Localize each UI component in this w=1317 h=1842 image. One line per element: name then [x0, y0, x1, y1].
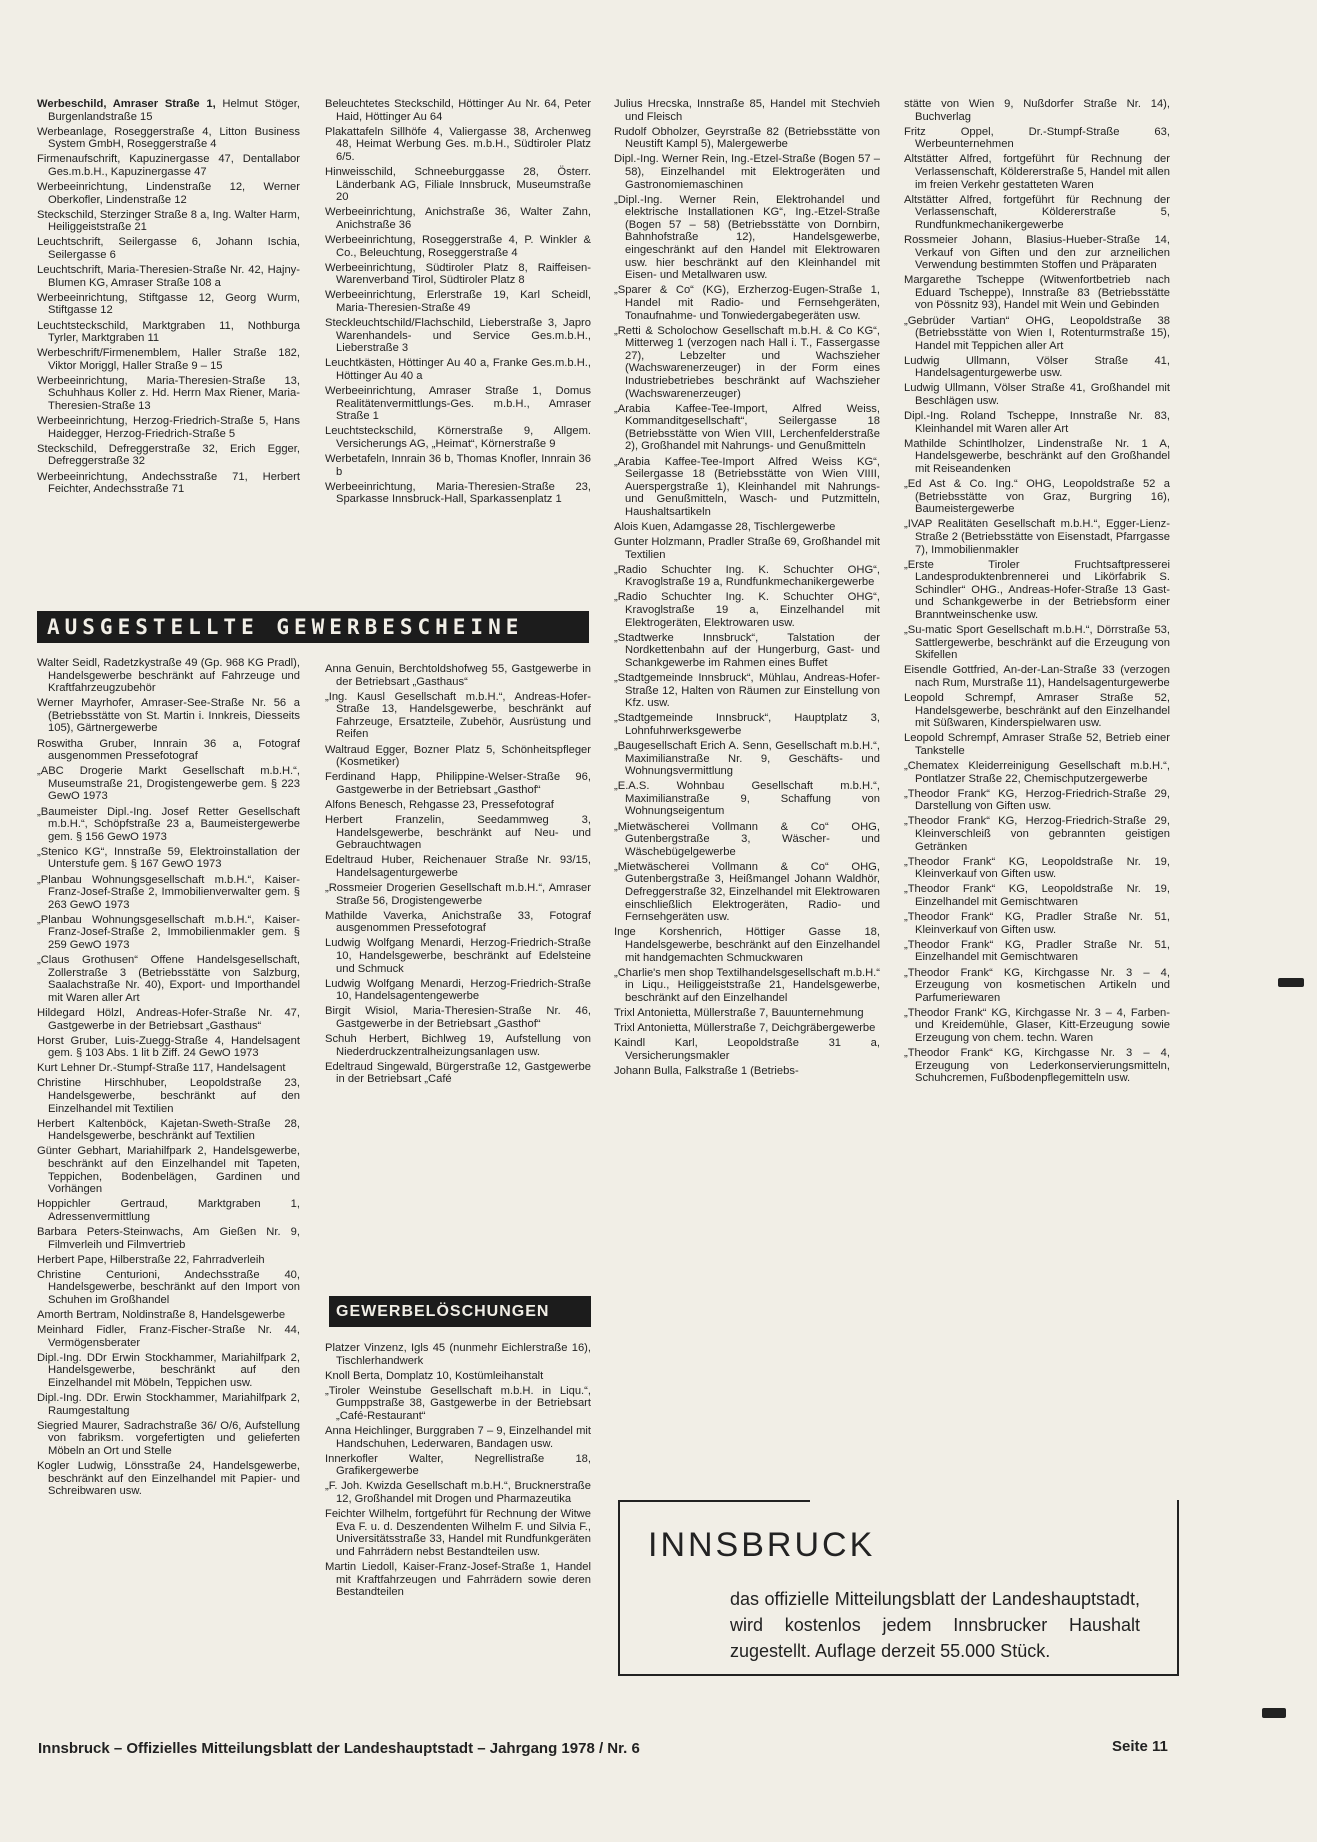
listing-entry-text: Anna Genuin, Berchtoldshofweg 55, Gastgewerbe in der Betriebsart „Gasthaus“ [325, 663, 591, 688]
listing-entry-text: „Rossmeier Drogerien Gesellschaft m.b.H.“, Amraser Straße 56, Drogistengewerbe [325, 882, 591, 907]
listing-entry-text: Waltraud Egger, Bozner Platz 5, Schönheitspfleger (Kosmetiker) [325, 743, 591, 769]
listing-entry-text: Platzer Vinzenz, Igls 45 (nunmehr Eichlerstraße 16), Tischlerhandwerk [325, 1342, 591, 1367]
listing-entry-text: Werbeschrift/Firmenemblem, Haller Straße 182, Viktor Moriggl, Haller Straße 9 – 15 [37, 347, 300, 372]
listing-entry [614, 712, 880, 737]
listing-entry-text: Werbeeinrichtung, Maria-Theresien-Straße 13, Schuhhaus Koller z. Hd. Herrn Max Riener, Maria-Theresien-Straße 13 [37, 374, 300, 413]
listing-entry [325, 1370, 591, 1383]
listing-entry [614, 98, 880, 123]
listing-entry [37, 1062, 300, 1075]
listing-entry [37, 181, 300, 206]
listing-entry [904, 355, 1170, 380]
listing-entry-text: „Radio Schuchter Ing. K. Schuchter OHG“, Kravoglstraße 19 a, Einzelhandel mit Elektrogeräten, Elektrowaren usw. [614, 591, 880, 629]
promo-title: INNSBRUCK [648, 1526, 876, 1564]
listing-entry [325, 854, 591, 879]
listing-entry-text: Horst Gruber, Luis-Zuegg-Straße 4, Handelsagent gem. § 103 Abs. 1 lit b Ziff. 24 GewO 1973 [37, 1034, 300, 1060]
listing-entry [325, 663, 591, 688]
listing-entry-text: Johann Bulla, Falkstraße 1 (Betriebs- [614, 1064, 799, 1077]
listing-entry-text: Werbeeinrichtung, Anichstraße 36, Walter Zahn, Anichstraße 36 [325, 206, 591, 231]
listing-entry [614, 861, 880, 924]
listing-entry [904, 153, 1170, 191]
listing-entry-text: Werbeeinrichtung, Amraser Straße 1, Domus Realitätenvermittlungs-Ges. m.b.H., Amraser Straße 1 [325, 384, 591, 423]
listing-entry-text: „Stadtgemeinde Innsbruck“, Hauptplatz 3, Lohnfuhrwerksgewerbe [614, 712, 880, 737]
listing-entry [37, 1007, 300, 1032]
listing-entry [325, 262, 591, 287]
listing-entry [325, 1508, 591, 1558]
listing-entry [325, 1342, 591, 1367]
section-title-deleted: GEWERBELÖSCHUNGEN [329, 1296, 591, 1327]
listing-entry-text: Plakattafeln Sillhöfe 4, Valiergasse 38, Archenweg 48, Heimat Werbung Ges. m.b.H., Südtiroler Platz 6/5. [325, 125, 591, 163]
listing-entry [37, 264, 300, 289]
listing-entry [37, 1352, 300, 1390]
listing-entry-text: Edeltraud Singewald, Bürgerstraße 12, Gastgewerbe in der Betriebsart „Café [325, 1060, 591, 1086]
listing-entry [614, 456, 880, 519]
listing-entry [614, 672, 880, 710]
listing-entry-text: Leuchtsteckschild, Körnerstraße 9, Allgem. Versicherungs AG, „Heimat“, Körnerstraße 9 [325, 425, 591, 450]
listing-entry-text: Mathilde Vaverka, Anichstraße 33, Fotograf ausgenommen Pressefotograf [325, 909, 591, 935]
listing-entry [37, 1254, 300, 1267]
listing-entry-text: Ferdinand Happ, Philippine-Welser-Straße 96, Gastgewerbe in der Betriebsart „Gasthof“ [325, 771, 591, 796]
listing-entry [325, 978, 591, 1003]
listing-entry-text: „Mietwäscherei Vollmann & Co“ OHG, Gutenbergstraße 3, Heißmangel Johann Waldhör, Defreggerstraße 32, Einzelhandel mit Elektrowaren einschließlich Elektrogeräten, Radio- und Fernsehgeräten usw. [614, 860, 880, 924]
listing-entry-text: Hildegard Hölzl, Andreas-Hofer-Straße Nr. 47, Gastgewerbe in der Betriebsart „Gasthaus“ [37, 1006, 300, 1032]
listing-entry [37, 443, 300, 468]
listing-entry [904, 939, 1170, 964]
listing-entry-text: Dipl.-Ing. Werner Rein, Ing.-Etzel-Straße (Bogen 57 – 58), Einzelhandel mit Elektrogeräten und Gastronomiemaschinen [614, 153, 880, 191]
listing-entry-text: Dipl.-Ing. Roland Tscheppe, Innstraße Nr. 83, Kleinhandel mit Waren aller Art [904, 410, 1170, 435]
listing-entry [325, 1385, 591, 1423]
listing-entry [37, 1460, 300, 1498]
listing-entry [614, 521, 880, 534]
listing-entry-text: Altstätter Alfred, fortgeführt für Rechnung der Verlassenschaft, Köldererstraße 5, Handel mit allen im freien Verkehr gestatteten Waren [904, 153, 1170, 191]
listing-entry-text: Steckschild, Defreggerstraße 32, Erich Egger, Defreggerstraße 32 [37, 442, 300, 468]
listing-entry [325, 385, 591, 423]
listing-entry [37, 1269, 300, 1307]
listing-entry-text: Hoppichler Gertraud, Marktgraben 1, Adressenvermittlung [37, 1198, 300, 1223]
listing-entry-text: Mathilde Schintlholzer, Lindenstraße Nr. 1 A, Handelsgewerbe, beschränkt auf den Großhandel mit Reiseandenken [904, 437, 1170, 476]
listing-entry-text: „Arabia Kaffee-Tee-Import Alfred Weiss KG“, Seilergasse 18 (Betriebsstätte von Wien VIIII, Auerspergstraße 1), Kleinhandel mit Nahrungs- und Genußmitteln, Wasch- und Putzmitteln, Haushaltsartikeln [614, 455, 880, 518]
listing-entry [325, 234, 591, 259]
column-1-bottom [37, 657, 300, 1500]
listing-entry-text: „Claus Grothusen“ Offene Handelsgesellschaft, Zollerstraße 3 (Betriebsstätte von Salzburg, Saalachstraße Nr. 40), Export- und Importhandel mit Waren aller Art [37, 954, 300, 1004]
listing-entry-text: Leuchtschrift, Seilergasse 6, Johann Ischia, Seilergasse 6 [37, 236, 300, 262]
listing-entry-text: Eisendle Gottfried, An-der-Lan-Straße 33 (verzogen nach Rum, Murstraße 11), Handelsagenturgewerbe [904, 664, 1170, 690]
listing-entry [325, 425, 591, 450]
listing-entry-text: Beleuchtetes Steckschild, Höttinger Au Nr. 64, Peter Haid, Höttinger Au 64 [325, 98, 591, 123]
listing-entry-text: „Su-matic Sport Gesellschaft m.b.H.“, Dörrstraße 53, Sattlergewerbe, beschränkt auf die Erzeugung von Skifellen [904, 624, 1170, 662]
listing-entry [37, 1226, 300, 1251]
listing-entry [37, 765, 300, 803]
listing-entry [904, 1007, 1170, 1045]
listing-entry [37, 153, 300, 178]
listing-entry [325, 357, 591, 382]
listing-entry [37, 954, 300, 1004]
listing-entry-text: „Planbau Wohnungsgesellschaft m.b.H.“, Kaiser-Franz-Josef-Straße 2, Immobilienverwalter gem. § 263 GewO 1973 [37, 873, 300, 911]
listing-entry [37, 1077, 300, 1115]
listing-entry [325, 771, 591, 796]
listing-entry [904, 664, 1170, 689]
listing-entry [37, 846, 300, 871]
listing-entry-text: Amorth Bertram, Noldinstraße 8, Handelsgewerbe [37, 1309, 286, 1321]
listing-entry [325, 453, 591, 478]
listing-entry [904, 732, 1170, 757]
listing-entry-text: Werbeeinrichtung, Stiftgasse 12, Georg Wurm, Stiftgasse 12 [37, 291, 300, 317]
listing-entry-text: „Tiroler Weinstube Gesellschaft m.b.H. in Liqu.“, Gumppstraße 38, Gastgewerbe in der Betriebsart „Café-Restaurant“ [325, 1384, 591, 1422]
listing-entry-text: Christine Hirschhuber, Leopoldstraße 23, Handelsgewerbe, beschränkt auf den Einzelhandel mit Textilien [37, 1077, 300, 1115]
listing-entry-text: „Theodor Frank“ KG, Herzog-Friedrich-Straße 29, Kleinverschleiß von gebrannten geistigen Getränken [904, 815, 1170, 853]
listing-entry [904, 1047, 1170, 1085]
listing-entry-text: Christine Centurioni, Andechsstraße 40, Handelsgewerbe, beschränkt auf den Import von Schuhen im Großhandel [37, 1268, 300, 1306]
listing-entry [37, 1145, 300, 1195]
listing-entry-text: Siegried Maurer, Sadrachstraße 36/ O/6, Aufstellung von fabriksm. vorgefertigten und gelieferten Möbeln an Ort und Stelle [37, 1419, 300, 1457]
listing-entry [325, 289, 591, 314]
listing-entry [37, 1420, 300, 1458]
listing-entry [904, 559, 1170, 622]
listing-entry [904, 624, 1170, 662]
listing-entry [904, 967, 1170, 1005]
listing-entry-text: Werbeeinrichtung, Maria-Theresien-Straße 23, Sparkasse Innsbruck-Hall, Sparkassenplatz 1 [325, 480, 591, 506]
listing-entry-text: Steckleuchtschild/Flachschild, Lieberstraße 3, Japro Warenhandels- und Service Ges.m.b.H., Lieberstraße 3 [325, 317, 591, 355]
footer-page-number: Seite 11 [1112, 1738, 1168, 1755]
listing-entry-text: Martin Liedoll, Kaiser-Franz-Josef-Straße 1, Handel mit Kraftfahrzeugen und Fahrrädern sowie deren Bestandteilen [325, 1561, 591, 1599]
listing-entry-text: „Gebrüder Vartian“ OHG, Leopoldstraße 38 (Betriebsstätte von Wien I, Rotenturmstraße 15), Handel mit Teppichen aller Art [904, 314, 1170, 352]
listing-entry [904, 883, 1170, 908]
listing-entry-text: Hinweisschild, Schneeburggasse 28, Österr. Länderbank AG, Filiale Innsbruck, Museumstraße 20 [325, 165, 591, 204]
listing-entry [37, 806, 300, 844]
listing-entry [614, 536, 880, 561]
listing-entry-text: Ludwig Ullmann, Völser Straße 41, Handelsagenturgewerbe usw. [904, 354, 1170, 380]
listing-entry-text: Feichter Wilhelm, fortgeführt für Rechnung der Witwe Eva F. u. d. Deszendenten Wilhelm F. und Silvia F., Universitätsstraße 33, Handel mit Rundfunkgeräten und Fahrrädern nebst Bestandteilen usw. [325, 1508, 591, 1558]
punch-mark [1278, 978, 1304, 987]
listing-entry-text: Werbetafeln, Innrain 36 b, Thomas Knofler, Innrain 36 b [325, 452, 591, 478]
listing-entry-text: „IVAP Realitäten Gesellschaft m.b.H.“, Egger-Lienz-Straße 2 (Betriebsstätte von Eisenstadt, Pfarrgasse 7), Immobilienmakler [904, 518, 1170, 556]
listing-entry [614, 194, 880, 282]
listing-entry-text: Schuh Herbert, Bichlweg 19, Aufstellung von Niederdruckzentralheizungsanlagen usw. [325, 1033, 591, 1058]
listing-entry [904, 438, 1170, 476]
listing-entry-text: Leuchtsteckschild, Marktgraben 11, Nothburga Tyrler, Marktgraben 11 [37, 319, 300, 345]
listing-entry [904, 126, 1170, 151]
listing-entry [904, 478, 1170, 516]
listing-entry [325, 1033, 591, 1058]
listing-entry [325, 1005, 591, 1030]
listing-entry-text: Trixl Antonietta, Müllerstraße 7, Deichgräbergewerbe [614, 1021, 876, 1034]
listing-entry [614, 740, 880, 778]
listing-entry-text: Werner Mayrhofer, Amraser-See-Straße Nr. 56 a (Betriebsstätte von St. Martin i. Innkreis, Diesseits 105), Gärtnergewerbe [37, 697, 300, 735]
listing-entry-text: Kogler Ludwig, Lönsstraße 24, Handelsgewerbe, beschränkt auf den Einzelhandel mit Papier- und Schreibwaren usw. [37, 1460, 300, 1498]
listing-entry [325, 799, 591, 812]
listing-entry-text: Gunter Holzmann, Pradler Straße 69, Großhandel mit Textilien [614, 536, 880, 561]
listing-entry-text: Rossmeier Johann, Blasius-Hueber-Straße 14, Verkauf von Giften und den zur arzneilichen Verwendung bestimmten Stoffen und Präparaten [904, 233, 1170, 272]
listing-entry-text: „Theodor Frank“ KG, Herzog-Friedrich-Straße 29, Darstellung von Giften usw. [904, 787, 1170, 813]
listing-entry [37, 874, 300, 912]
listing-entry [904, 274, 1170, 312]
listing-entry-text: Barbara Peters-Steinwachs, Am Gießen Nr. 9, Filmverleih und Filmvertrieb [37, 1225, 300, 1251]
listing-entry [904, 234, 1170, 272]
listing-entry-text: „Mietwäscherei Vollmann & Co“ OHG, Gutenbergstraße 3, Wäscher- und Wäschebügelgewerbe [614, 820, 880, 858]
listing-entry [614, 126, 880, 151]
listing-entry-text: Walter Seidl, Radetzkystraße 49 (Gp. 968 KG Pradl), Handelsgewerbe beschränkt auf Fahrzeuge und Kraftfahrzeugzubehör [37, 657, 300, 695]
listing-entry-text: „Theodor Frank“ KG, Kirchgasse Nr. 3 – 4, Farben- und Kreidemühle, Glaser, Kitt-Erzeugung sowie Erzeugung von chem. techn. Waren [904, 1006, 1170, 1044]
column-2-deleted [325, 1342, 591, 1601]
listing-entry-text: „Ed Ast & Co. Ing.“ OHG, Leopoldstraße 52 a (Betriebsstätte von Graz, Burgring 16), Baumeistergewerbe [904, 478, 1170, 516]
listing-entry [614, 632, 880, 670]
listing-entry [325, 206, 591, 231]
listing-entry-text: „Theodor Frank“ KG, Pradler Straße Nr. 51, Kleinverkauf von Giften usw. [904, 911, 1170, 936]
section-title-issued: AUSGESTELLTE GEWERBESCHEINE [37, 611, 589, 643]
listing-entry [37, 1118, 300, 1143]
listing-entry-text: Werbeeinrichtung, Andechsstraße 71, Herbert Feichter, Andechsstraße 71 [37, 470, 300, 496]
listing-entry [37, 236, 300, 261]
listing-entry [325, 1561, 591, 1599]
listing-entry [37, 375, 300, 413]
listing-entry [325, 166, 591, 204]
listing-entry-text: Werbeeinrichtung, Roseggerstraße 4, P. Winkler & Co., Beleuchtung, Roseggerstraße 4 [325, 233, 591, 259]
listing-entry [37, 1198, 300, 1223]
listing-entry [37, 738, 300, 763]
listing-entry-text: Anna Heichlinger, Burggraben 7 – 9, Einzelhandel mit Handschuhen, Lederwaren, Bandagen usw. [325, 1425, 591, 1450]
listing-entry [37, 697, 300, 735]
listing-entry-text: Dipl.-Ing. DDr Erwin Stockhammer, Mariahilfpark 2, Handelsgewerbe, beschränkt auf den Einzelhandel mit Möbeln, Teppichen usw. [37, 1351, 300, 1389]
listing-entry-text: Ludwig Ullmann, Völser Straße 41, Großhandel mit Beschlägen usw. [904, 382, 1170, 408]
listing-entry-text: „Baumeister Dipl.-Ing. Josef Retter Gesellschaft m.b.H.“, Schöpfstraße 23 a, Baumeistergewerbe gem. § 156 GewO 1973 [37, 805, 300, 843]
listing-entry-text: Ludwig Wolfgang Menardi, Herzog-Friedrich-Straße 10, Handelsgewerbe, beschränkt auf Edelsteine und Schmuck [325, 937, 591, 975]
listing-entry [37, 1392, 300, 1417]
listing-entry [37, 471, 300, 496]
listing-entry [325, 1453, 591, 1478]
listing-entry-text: „Planbau Wohnungsgesellschaft m.b.H.“, Kaiser-Franz-Josef-Straße 2, Immobilienmakler gem. § 259 GewO 1973 [37, 913, 300, 951]
listing-entry-text: Trixl Antonietta, Müllerstraße 7, Bauunternehmung [614, 1006, 864, 1019]
listing-entry [904, 911, 1170, 936]
listing-entry-text: Helmut Stöger, Burgenlandstraße 15 [48, 98, 300, 123]
listing-entry-text: „Radio Schuchter Ing. K. Schuchter OHG“, Kravoglstraße 19 a, Rundfunkmechanikergewerbe [614, 563, 880, 589]
listing-entry-text: „Charlie's men shop Textilhandelsgesellschaft m.b.H.“ in Liqu., Heiliggeiststraße 21, Handelsgewerbe, beschränkt auf den Einzelhandel [614, 966, 880, 1004]
listing-entry-text: Margarethe Tscheppe (Witwenfortbetrieb nach Eduard Tscheppe), Innstraße 83 (Betriebsstätte von Pössnitz 93), Handel mit Wein und Gebinden [904, 274, 1170, 312]
listing-entry [614, 926, 880, 964]
listing-entry-text: „Arabia Kaffee-Tee-Import, Alfred Weiss, Kommanditgesellschaft“, Seilergasse 18 (Betriebsstätte von Wien VIII, Lerchenfelderstraße 2), Großhandel mit Nahrungs- und Genußmitteln [614, 402, 880, 453]
listing-entry-text: Fritz Oppel, Dr.-Stumpf-Straße 63, Werbeunternehmen [904, 125, 1170, 151]
listing-entry [904, 315, 1170, 353]
listing-entry-text: „Stenico KG“, Innstraße 59, Elektroinstallation der Unterstufe gem. § 167 GewO 1973 [37, 845, 300, 871]
column-4 [904, 98, 1170, 1087]
listing-entry [904, 760, 1170, 785]
listing-entry-text: Herbert Franzelin, Seedammweg 3, Handelsgewerbe, beschränkt auf Neu- und Gebrauchtwagen [325, 814, 591, 852]
column-2-top [325, 98, 591, 508]
listing-entry-text: „Stadtgemeinde Innsbruck“, Mühlau, Andreas-Hofer-Straße 12, Halten von Räumen zur Einstellung von Kfz. usw. [614, 672, 880, 710]
listing-entry [614, 284, 880, 322]
listing-entry [904, 410, 1170, 435]
listing-entry-text: Werbeanlage, Roseggerstraße 4, Litton Business System GmbH, Roseggerstraße 4 [37, 125, 300, 151]
listing-entry-text: „Sparer & Co“ (KG), Erzherzog-Eugen-Straße 1, Handel mit Radio- und Fernsehgeräten, Tonaufnahme- und Tonwiedergabegeräten usw. [614, 284, 880, 322]
listing-entry-text: Herbert Pape, Hilberstraße 22, Fahrradverleih [37, 1253, 265, 1266]
listing-entry-text: „Ing. Kausl Gesellschaft m.b.H.“, Andreas-Hofer-Straße 13, Handelsgewerbe, beschränkt auf Fahrzeuge, Ersatzteile, Zubehör, Ausrüstung und Reifen [325, 690, 591, 741]
listing-entry-text: „F. Joh. Kwizda Gesellschaft m.b.H.“, Brucknerstraße 12, Großhandel mit Drogen und Pharmazeutika [325, 1480, 591, 1506]
listing-entry [614, 564, 880, 589]
listing-entry [614, 967, 880, 1005]
promo-text: das offizielle Mitteilungsblatt der Landeshauptstadt, wird kostenlos jedem Innsbrucker Haushalt zugestellt. Auflage derzeit 55.000 Stück. [730, 1589, 1140, 1661]
listing-entry-text: Herbert Kaltenböck, Kajetan-Sweth-Straße 28, Handelsgewerbe, beschränkt auf Textilien [37, 1117, 300, 1143]
listing-entry [325, 910, 591, 935]
column-1-top [37, 98, 300, 498]
listing-entry [325, 317, 591, 355]
listing-entry-text: Ludwig Wolfgang Menardi, Herzog-Friedrich-Straße 10, Handelsagentengewerbe [325, 977, 591, 1003]
listing-entry [37, 1309, 300, 1322]
listing-entry-text: Rudolf Obholzer, Geyrstraße 82 (Betriebsstätte von Neustift Kampl 5), Malergewerbe [614, 125, 880, 151]
listing-entry [37, 657, 300, 695]
listing-entry [614, 1065, 880, 1078]
listing-entry-text: Leopold Schrempf, Amraser Straße 52, Betrieb einer Tankstelle [904, 732, 1170, 757]
listing-entry-text: „Theodor Frank“ KG, Pradler Straße Nr. 51, Einzelhandel mit Gemischtwaren [904, 938, 1170, 964]
listing-entry [614, 1037, 880, 1062]
listing-entry-text: Inge Korshenrich, Höttiger Gasse 18, Handelsgewerbe, beschränkt auf den Einzelhandel mit handgemachten Schmuckwaren [614, 926, 880, 964]
listing-entry [37, 292, 300, 317]
listing-entry-text: Günter Gebhart, Mariahilfpark 2, Handelsgewerbe, beschränkt auf den Einzelhandel mit Tapeten, Teppichen, Bodenbelägen, Gardinen und Vorhängen [37, 1145, 300, 1196]
listing-entry [904, 856, 1170, 881]
listing-entry [614, 1022, 880, 1035]
listing-entry-text: „Chematex Kleiderreinigung Gesellschaft m.b.H.“, Pontlatzer Straße 22, Chemischputzergewerbe [904, 760, 1170, 785]
listing-entry-text: Kurt Lehner Dr.-Stumpf-Straße 117, Handelsagent [37, 1062, 286, 1075]
listing-entry [904, 518, 1170, 556]
listing-entry [37, 1035, 300, 1060]
listing-entry [904, 788, 1170, 813]
listing-entry-text: Kaindl Karl, Leopoldstraße 31 a, Versicherungsmakler [614, 1037, 880, 1062]
listing-entry [614, 780, 880, 818]
listing-entry-text: Firmenaufschrift, Kapuzinergasse 47, Dentallabor Ges.m.b.H., Kapuzinergasse 47 [37, 153, 300, 178]
footer-publication: Innsbruck – Offizielles Mitteilungsblatt der Landeshauptstadt – Jahrgang 1978 / Nr. 6 [38, 1740, 640, 1757]
listing-entry [325, 481, 591, 506]
listing-entry [325, 937, 591, 975]
listing-entry [614, 325, 880, 401]
listing-entry-bold: Werbeschild, Amraser Straße 1, [37, 98, 216, 110]
listing-entry [614, 1007, 880, 1020]
listing-entry [325, 691, 591, 741]
punch-mark [1262, 1708, 1286, 1718]
listing-entry [37, 347, 300, 372]
listing-entry [325, 814, 591, 852]
listing-entry-text: „E.A.S. Wohnbau Gesellschaft m.b.H.“, Maximilianstraße 9, Schaffung von Wohnungseigentum [614, 780, 880, 818]
listing-entry-text: „Theodor Frank“ KG, Kirchgasse Nr. 3 – 4, Erzeugung von kosmetischen Artikeln und Parfumeriewaren [904, 966, 1170, 1004]
listing-entry-text: Leuchtschrift, Maria-Theresien-Straße Nr. 42, Hajny-Blumen KG, Amraser Straße 108 a [37, 264, 300, 289]
listing-entry [325, 882, 591, 907]
listing-entry [37, 1324, 300, 1349]
listing-entry [904, 98, 1170, 123]
listing-entry [37, 98, 300, 123]
listing-entry [325, 98, 591, 123]
listing-entry-text: Leopold Schrempf, Amraser Straße 52, Handelsgewerbe, beschränkt auf den Einzelhandel mit Süßwaren, Kinderspielwaren usw. [904, 692, 1170, 730]
listing-entry [904, 194, 1170, 232]
listing-entry [37, 209, 300, 234]
promo-box [618, 1500, 1179, 1676]
listing-entry-text: „ABC Drogerie Markt Gesellschaft m.b.H.“, Museumstraße 21, Drogistengewerbe gem. § 223 GewO 1973 [37, 765, 300, 803]
listing-entry [904, 815, 1170, 853]
listing-entry [614, 591, 880, 629]
listing-entry [325, 744, 591, 769]
listing-entry-text: „Theodor Frank“ KG, Kirchgasse Nr. 3 – 4, Erzeugung von Lederkonservierungsmitteln, Schuhcremen, Fußbodenpflegemitteln usw. [904, 1047, 1170, 1085]
listing-entry-text: Innerkofler Walter, Negrellistraße 18, Grafikergewerbe [325, 1452, 591, 1478]
listing-entry [614, 403, 880, 453]
listing-entry [614, 821, 880, 859]
listing-entry [614, 153, 880, 191]
listing-entry-text: Julius Hrecska, Innstraße 85, Handel mit Stechvieh und Fleisch [614, 98, 880, 123]
listing-entry-text: Leuchtkästen, Höttinger Au 40 a, Franke Ges.m.b.H., Höttinger Au 40 a [325, 357, 591, 382]
listing-entry-text: stätte von Wien 9, Nußdorfer Straße Nr. 14), Buchverlag [904, 98, 1170, 123]
listing-entry [325, 1480, 591, 1505]
column-2-issued [325, 663, 591, 1088]
listing-entry [325, 126, 591, 164]
listing-entry-text: Roswitha Gruber, Innrain 36 a, Fotograf ausgenommen Pressefotograf [37, 737, 300, 763]
listing-entry-text: „Theodor Frank“ KG, Leopoldstraße Nr. 19, Kleinverkauf von Giften usw. [904, 855, 1170, 881]
listing-entry-text: Werbeeinrichtung, Erlerstraße 19, Karl Scheidl, Maria-Theresien-Straße 49 [325, 289, 591, 314]
listing-entry [325, 1425, 591, 1450]
listing-entry [37, 320, 300, 345]
listing-entry-text: „Retti & Scholochow Gesellschaft m.b.H. & Co KG“, Mitterweg 1 (verzogen nach Hall i. T., Fassergasse 27), Lebzelter und Wachszieher (Wachswarenerzeuger) in der Form eines Industriebetriebes beschränkt auf Wachszieher (Wachswarenerzeuger) [614, 324, 880, 400]
listing-entry [37, 415, 300, 440]
listing-entry [325, 1061, 591, 1086]
listing-entry-text: Meinhard Fidler, Franz-Fischer-Straße Nr. 44, Vermögensberater [37, 1324, 300, 1349]
listing-entry-text: Alfons Benesch, Rehgasse 23, Pressefotograf [325, 798, 554, 811]
listing-entry-text: Dipl.-Ing. DDr. Erwin Stockhammer, Mariahilfpark 2, Raumgestaltung [37, 1392, 300, 1417]
listing-entry-text: Knoll Berta, Domplatz 10, Kostümleihanstalt [325, 1369, 544, 1382]
listing-entry [904, 692, 1170, 730]
listing-entry-text: Werbeeinrichtung, Südtiroler Platz 8, Raiffeisen-Warenverband Tirol, Südtiroler Platz 8 [325, 261, 591, 287]
listing-entry-text: Werbeeinrichtung, Lindenstraße 12, Werner Oberkofler, Lindenstraße 12 [37, 181, 300, 206]
listing-entry-text: Birgit Wisiol, Maria-Theresien-Straße Nr. 46, Gastgewerbe in der Betriebsart „Gasthof“ [325, 1005, 591, 1030]
listing-entry [37, 914, 300, 952]
listing-entry-text: Werbeeinrichtung, Herzog-Friedrich-Straße 5, Hans Haidegger, Herzog-Friedrich-Straße 5 [37, 415, 300, 440]
column-3 [614, 98, 880, 1080]
listing-entry-text: Altstätter Alfred, fortgeführt für Rechnung der Verlassenschaft, Köldererstraße 5, Rundfunkmechanikergewerbe [904, 193, 1170, 231]
listing-entry-text: Alois Kuen, Adamgasse 28, Tischlergewerbe [614, 521, 836, 533]
listing-entry-text: „Theodor Frank“ KG, Leopoldstraße Nr. 19, Einzelhandel mit Gemischtwaren [904, 883, 1170, 909]
listing-entry-text: Steckschild, Sterzinger Straße 8 a, Ing. Walter Harm, Heiliggeiststraße 21 [37, 208, 300, 234]
listing-entry-text: „Baugesellschaft Erich A. Senn, Gesellschaft m.b.H.“, Maximilianstraße Nr. 9, Geschäfts- und Wohnungsvermittlung [614, 740, 880, 778]
listing-entry-text: „Erste Tiroler Fruchtsaftpresserei Landesproduktenbrennerei und Likörfabrik S. Schindler“ OHG., Andreas-Hofer-Straße 13 Gast- und Schankgewerbe in der Betriebsform einer Branntweinschenke usw. [904, 558, 1170, 622]
listing-entry-text: Edeltraud Huber, Reichenauer Straße Nr. 93/15, Handelsagenturgewerbe [325, 854, 591, 879]
listing-entry-text: „Dipl.-Ing. Werner Rein, Elektrohandel und elektrische Installationen KG“, Ing.-Etzel-Straße (Bogen 57 – 58) (Betriebsstätte von Dornbirn, Bahnhofstraße 12), Handelsgewerbe, eingeschränkt auf den Handel mit Elektrowaren usw. hier beschränkt auf den Kleinhandel mit Eisen- und Metallwaren usw. [614, 193, 880, 282]
listing-entry [904, 382, 1170, 407]
listing-entry [37, 126, 300, 151]
listing-entry-text: „Stadtwerke Innsbruck“, Talstation der Nordkettenbahn auf der Hungerburg, Gast- und Schankgewerbe im Rahmen eines Buffet [614, 631, 880, 669]
